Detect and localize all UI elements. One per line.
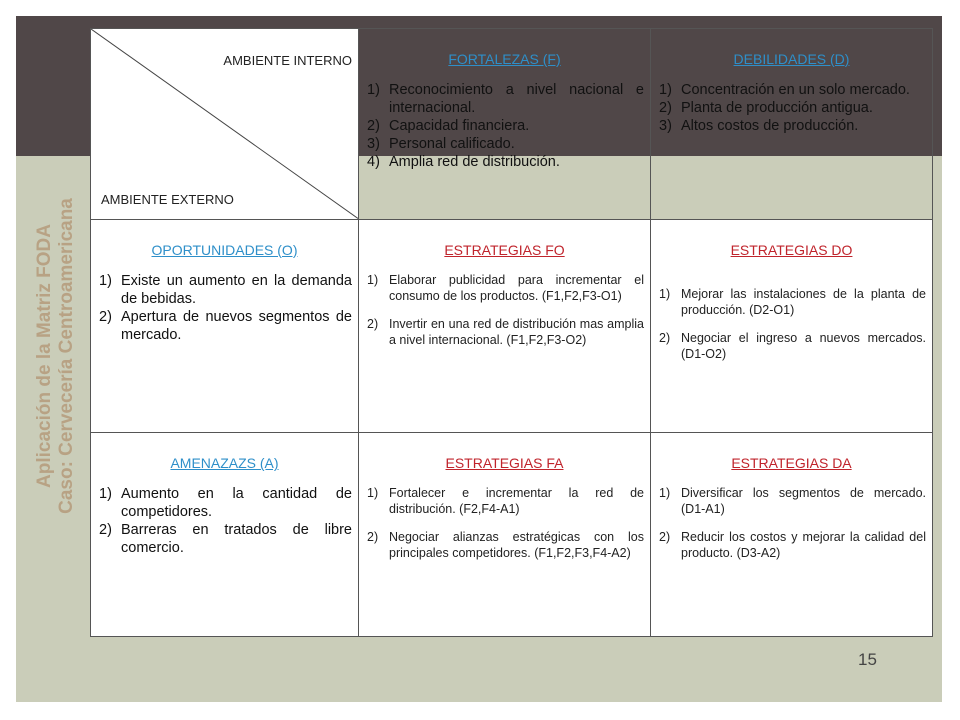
list-item: [659, 485, 926, 517]
oportunidades-cell: [91, 219, 359, 433]
item-text: Barreras en tratados de libre comercio.: [121, 522, 352, 557]
item-text: Concentración en un solo mercado.: [681, 82, 910, 98]
item-number: 2): [367, 118, 380, 134]
item-number: 2): [659, 100, 672, 116]
item-number: 3): [659, 118, 672, 134]
item-number: 2): [99, 522, 112, 539]
item-number: 2): [367, 530, 379, 545]
debilidades-title[interactable]: DEBILIDADES (D): [733, 51, 850, 67]
item-text: Altos costos de producción.: [681, 118, 859, 134]
fo-title: ESTRATEGIAS FO: [444, 241, 565, 258]
item-text: Existe un aumento en la demanda de bebidas.: [121, 272, 352, 307]
item-text: Apertura de nuevos segmentos de mercado.: [121, 308, 352, 343]
item-text: Elaborar publicidad para incrementar el consumo de los productos. (F1,F2,F3-O1): [389, 272, 644, 303]
amenazas-cell: [91, 433, 359, 637]
item-text: Capacidad financiera.: [389, 118, 530, 134]
debilidades-cell: [651, 29, 933, 220]
item-text: Reconocimiento a nivel nacional e internacional.: [389, 82, 644, 116]
da-title: ESTRATEGIAS DA: [731, 455, 852, 472]
list-item: [367, 153, 644, 171]
ambiente-externo-label: AMBIENTE EXTERNO: [101, 191, 234, 207]
item-text: Reducir los costos y mejorar la calidad del producto. (D3-A2): [681, 530, 926, 561]
item-number: 1): [659, 286, 671, 301]
list-item: [659, 81, 926, 99]
list-item: [659, 286, 926, 318]
fortalezas-list: [359, 81, 650, 171]
list-item: [367, 117, 644, 135]
fortalezas-title[interactable]: FORTALEZAS (F): [448, 51, 561, 67]
list-item: [99, 485, 352, 521]
item-text: Fortalecer e incrementar la red de distribución. (F2,F4-A1): [389, 486, 644, 517]
amenazas-list: [91, 485, 358, 557]
list-item: [659, 99, 926, 117]
fa-title: ESTRATEGIAS FA: [445, 455, 564, 472]
item-number: 2): [659, 330, 671, 345]
do-title: ESTRATEGIAS DO: [730, 241, 853, 258]
page-number: 15: [858, 650, 877, 669]
list-item: [659, 117, 926, 135]
side-title-line2: Caso: Cervecería Centroamericana: [56, 198, 77, 514]
list-item: [367, 81, 644, 117]
item-number: 1): [99, 486, 112, 503]
item-number: 1): [367, 272, 379, 287]
da-list: [651, 485, 932, 561]
fa-list: [359, 485, 650, 561]
item-text: Amplia red de distribución.: [389, 154, 560, 170]
item-number: 3): [367, 136, 380, 152]
list-item: [659, 529, 926, 561]
list-item: [367, 316, 644, 348]
item-text: Negociar alianzas estratégicas con los principales competidores. (F1,F2,F3,F4-A2): [389, 530, 644, 561]
list-item: [99, 308, 352, 344]
amenazas-title[interactable]: AMENAZAZS (A): [170, 455, 279, 472]
list-item: [367, 272, 644, 304]
fo-cell: [359, 219, 651, 433]
oportunidades-title[interactable]: OPORTUNIDADES (O): [151, 241, 298, 258]
item-number: 2): [659, 530, 671, 545]
ambiente-interno-label: AMBIENTE INTERNO: [223, 53, 352, 68]
debilidades-list: [651, 81, 932, 135]
item-text: Aumento en la cantidad de competidores.: [121, 486, 352, 521]
list-item: [99, 521, 352, 557]
item-number: 1): [367, 486, 379, 501]
item-number: 1): [367, 82, 380, 98]
item-text: Personal calificado.: [389, 136, 515, 152]
item-number: 1): [659, 486, 671, 501]
item-text: Planta de producción antigua.: [681, 100, 873, 116]
item-number: 1): [99, 272, 112, 289]
item-text: Invertir en una red de distribución mas amplia a nivel internacional. (F1,F2,F3-O2): [389, 316, 644, 347]
item-text: Diversificar los segmentos de mercado. (D1-A1): [681, 486, 926, 517]
list-item: [99, 272, 352, 308]
list-item: [659, 330, 926, 362]
fa-cell: [359, 433, 651, 637]
do-cell: [651, 219, 933, 433]
item-number: 2): [367, 316, 379, 331]
list-item: [367, 135, 644, 153]
foda-matrix: [90, 28, 933, 637]
list-item: [367, 529, 644, 561]
item-number: 2): [99, 308, 112, 325]
fo-list: [359, 272, 650, 348]
do-list: [651, 286, 932, 362]
da-cell: [651, 433, 933, 637]
list-item: [367, 485, 644, 517]
item-text: Negociar el ingreso a nuevos mercados. (D1-O2): [681, 330, 926, 361]
corner-cell: [91, 29, 359, 220]
side-title-line1: Aplicación de la Matriz FODA: [34, 224, 55, 488]
oportunidades-list: [91, 272, 358, 344]
item-text: Mejorar las instalaciones de la planta de producción. (D2-O1): [681, 286, 926, 317]
item-number: 4): [367, 154, 380, 170]
fortalezas-cell: [359, 29, 651, 220]
item-number: 1): [659, 82, 672, 98]
